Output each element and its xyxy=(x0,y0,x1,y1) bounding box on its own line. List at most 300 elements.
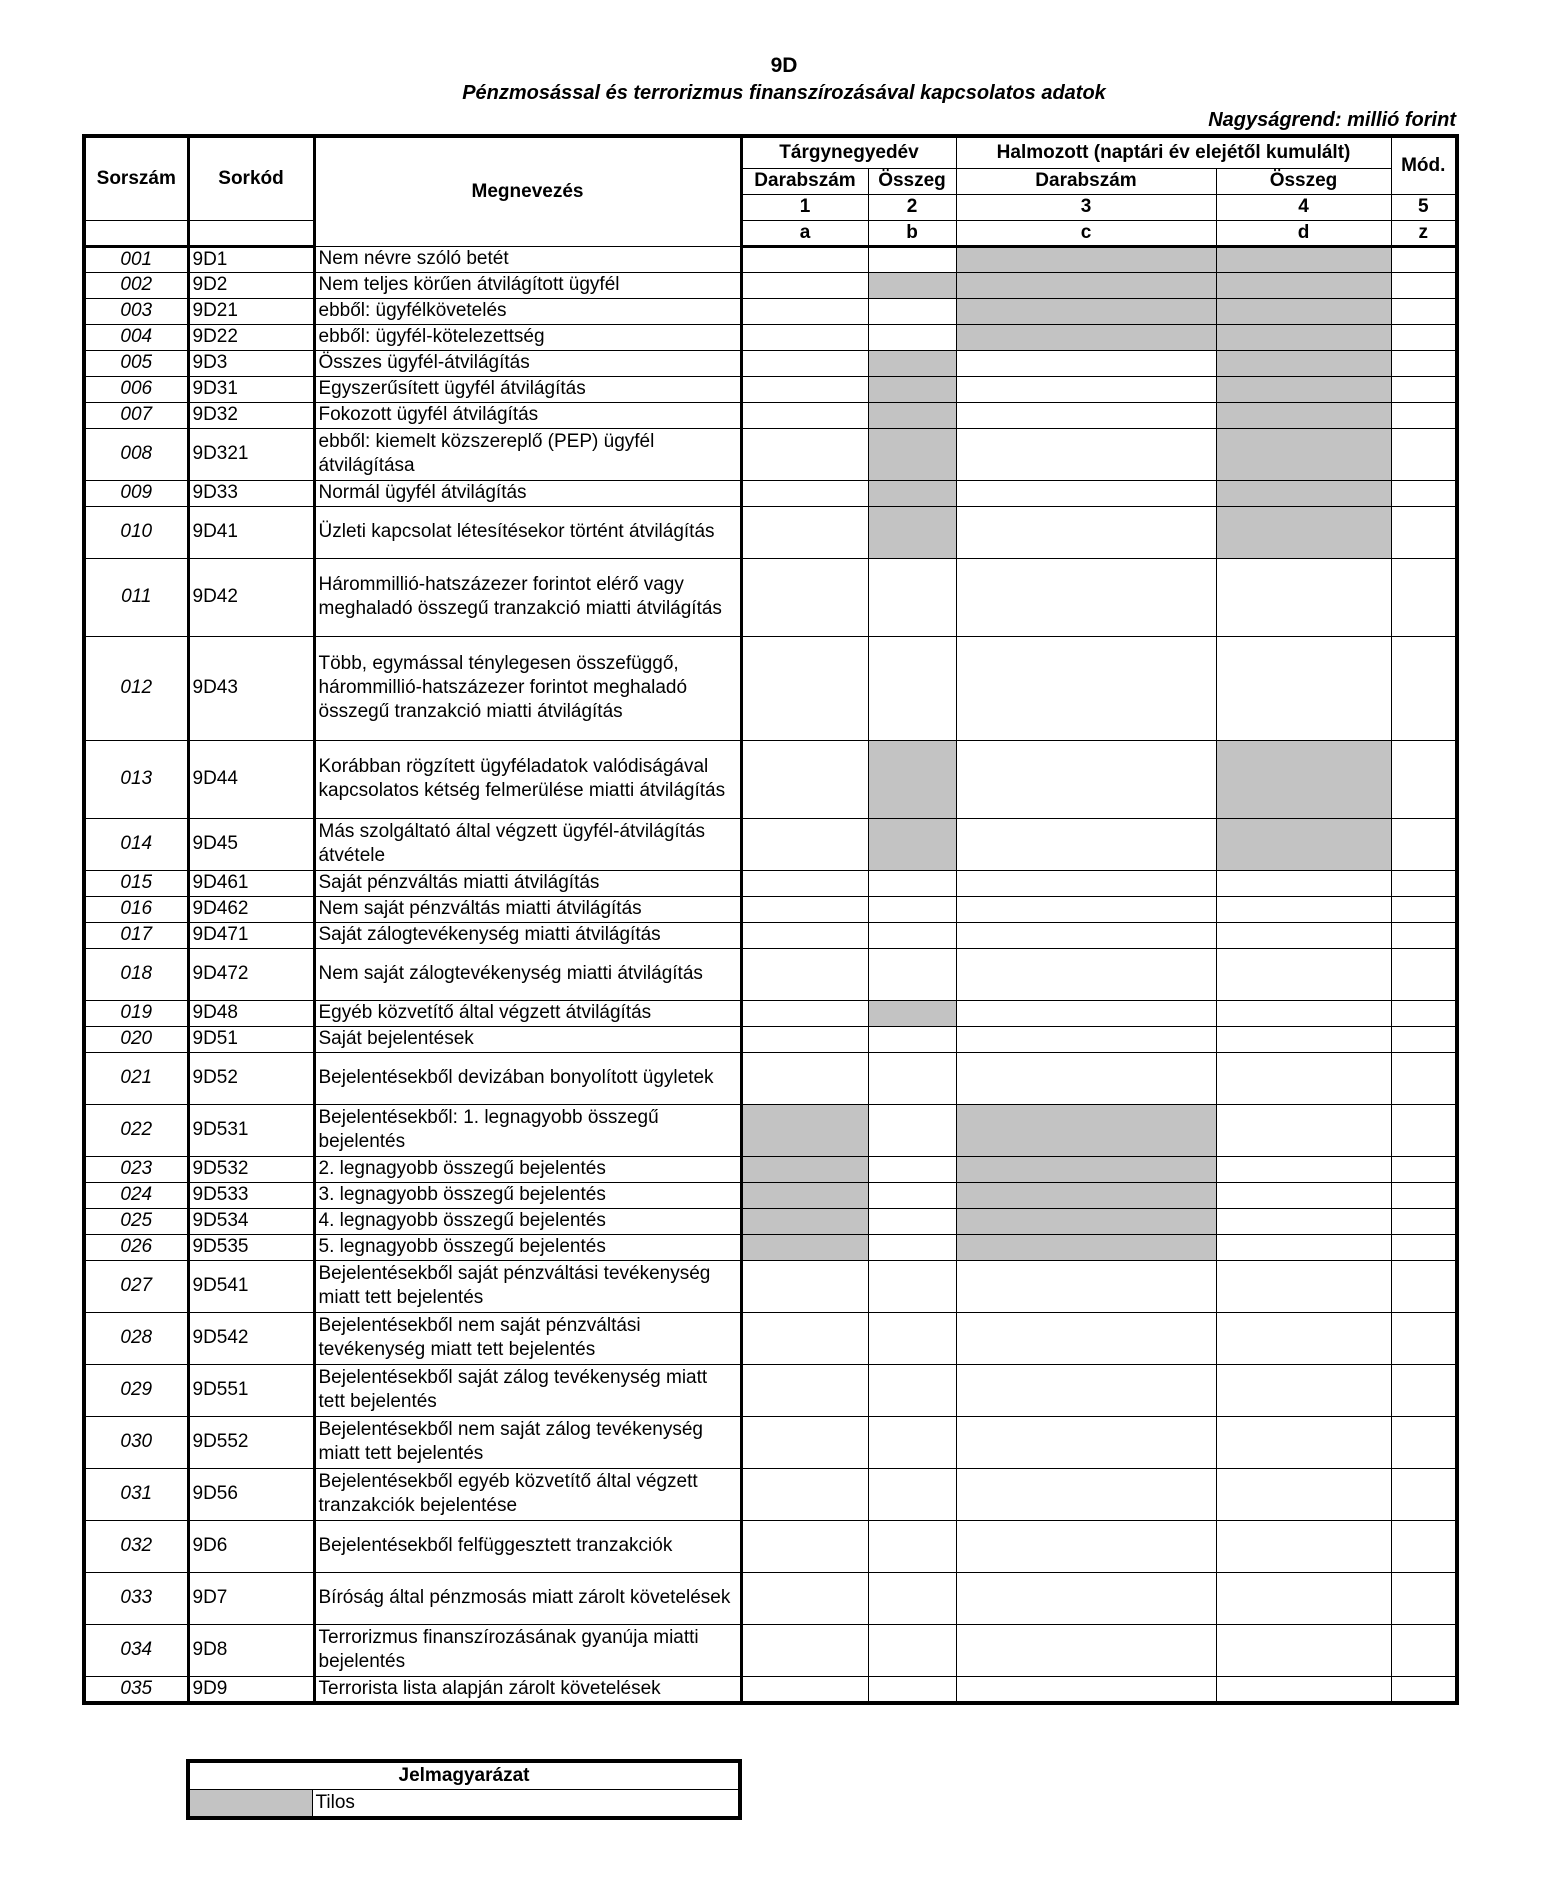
cell-darabszam-q[interactable] xyxy=(741,1676,868,1703)
cell-osszeg-q[interactable] xyxy=(868,1364,956,1416)
cell-darabszam-q[interactable] xyxy=(741,1416,868,1468)
cell-osszeg-q[interactable] xyxy=(868,558,956,636)
cell-osszeg-q[interactable] xyxy=(868,1572,956,1624)
cell-darabszam-cum[interactable] xyxy=(956,870,1216,896)
cell-darabszam-q[interactable] xyxy=(741,1026,868,1052)
cell-mod[interactable] xyxy=(1391,506,1457,558)
header-targynegyedev: Tárgynegyedév xyxy=(741,136,956,168)
cell-mod[interactable] xyxy=(1391,1364,1457,1416)
row-number: 003 xyxy=(84,298,188,324)
cell-osszeg-cum[interactable] xyxy=(1216,948,1391,1000)
cell-darabszam-q[interactable] xyxy=(741,480,868,506)
form-code: 9D xyxy=(770,54,798,77)
cell-mod[interactable] xyxy=(1391,922,1457,948)
row-name: Saját pénzváltás miatti átvilágítás xyxy=(314,870,741,896)
table-row xyxy=(84,428,1457,480)
table-row xyxy=(84,740,1457,818)
table-row xyxy=(84,1572,1457,1624)
row-number: 019 xyxy=(84,1000,188,1026)
row-code: 9D22 xyxy=(188,324,314,350)
cell-darabszam-cum[interactable] xyxy=(956,350,1216,376)
row-number: 009 xyxy=(84,480,188,506)
cell-mod[interactable] xyxy=(1391,636,1457,740)
cell-darabszam-cum[interactable] xyxy=(956,1364,1216,1416)
row-code: 9D32 xyxy=(188,402,314,428)
row-name: Hárommillió-hatszázezer forintot elérő vagy meghaladó összegű tranzakció miatti átvilágítás xyxy=(314,558,741,636)
cell-darabszam-q[interactable] xyxy=(741,298,868,324)
cell-darabszam-q[interactable] xyxy=(741,376,868,402)
row-code: 9D21 xyxy=(188,298,314,324)
cell-darabszam-cum[interactable] xyxy=(956,1624,1216,1676)
row-name: Más szolgáltató által végzett ügyfél-átvilágítás átvétele xyxy=(314,818,741,870)
row-number: 030 xyxy=(84,1416,188,1468)
row-code: 9D472 xyxy=(188,948,314,1000)
cell-mod[interactable] xyxy=(1391,1000,1457,1026)
cell-darabszam-q[interactable] xyxy=(741,1520,868,1572)
header-osszeg-1: Összeg xyxy=(868,168,956,194)
table-row xyxy=(84,948,1457,1000)
cell-darabszam-q-forbidden xyxy=(741,1234,868,1260)
cell-mod[interactable] xyxy=(1391,1416,1457,1468)
data-table xyxy=(82,134,1459,1705)
cell-mod[interactable] xyxy=(1391,1468,1457,1520)
cell-osszeg-q[interactable] xyxy=(868,246,956,272)
row-name: Nem teljes körűen átvilágított ügyfél xyxy=(314,272,741,298)
table-row xyxy=(84,1416,1457,1468)
cell-mod[interactable] xyxy=(1391,376,1457,402)
row-code: 9D552 xyxy=(188,1416,314,1468)
row-name: ebből: kiemelt közszereplő (PEP) ügyfél átvilágítása xyxy=(314,428,741,480)
cell-mod[interactable] xyxy=(1391,1234,1457,1260)
legend-title: Jelmagyarázat xyxy=(188,1761,740,1790)
cell-darabszam-q[interactable] xyxy=(741,272,868,298)
cell-osszeg-q[interactable] xyxy=(868,324,956,350)
cell-mod[interactable] xyxy=(1391,1312,1457,1364)
cell-darabszam-cum[interactable] xyxy=(956,428,1216,480)
cell-darabszam-q[interactable] xyxy=(741,1572,868,1624)
cell-darabszam-q[interactable] xyxy=(741,1624,868,1676)
cell-osszeg-cum[interactable] xyxy=(1216,558,1391,636)
cell-darabszam-cum[interactable] xyxy=(956,636,1216,740)
row-number: 016 xyxy=(84,896,188,922)
row-code: 9D462 xyxy=(188,896,314,922)
row-code: 9D3 xyxy=(188,350,314,376)
cell-darabszam-q[interactable] xyxy=(741,246,868,272)
row-number: 029 xyxy=(84,1364,188,1416)
cell-osszeg-cum-forbidden xyxy=(1216,376,1391,402)
row-code: 9D321 xyxy=(188,428,314,480)
cell-mod[interactable] xyxy=(1391,1156,1457,1182)
cell-darabszam-cum[interactable] xyxy=(956,896,1216,922)
table-row xyxy=(84,1468,1457,1520)
cell-darabszam-q[interactable] xyxy=(741,1312,868,1364)
cell-osszeg-q[interactable] xyxy=(868,1234,956,1260)
cell-osszeg-cum-forbidden xyxy=(1216,402,1391,428)
cell-darabszam-q[interactable] xyxy=(741,1000,868,1026)
row-number: 020 xyxy=(84,1026,188,1052)
row-number: 017 xyxy=(84,922,188,948)
cell-darabszam-q[interactable] xyxy=(741,558,868,636)
cell-mod[interactable] xyxy=(1391,324,1457,350)
cell-darabszam-cum[interactable] xyxy=(956,740,1216,818)
row-name: ebből: ügyfél-kötelezettség xyxy=(314,324,741,350)
cell-osszeg-q[interactable] xyxy=(868,1156,956,1182)
row-number: 025 xyxy=(84,1208,188,1234)
row-name: Korábban rögzített ügyféladatok valódiságával kapcsolatos kétség felmerülése miatti átvilágítás xyxy=(314,740,741,818)
cell-darabszam-cum-forbidden xyxy=(956,298,1216,324)
cell-mod[interactable] xyxy=(1391,272,1457,298)
col-number: 3 xyxy=(956,194,1216,220)
cell-darabszam-q[interactable] xyxy=(741,740,868,818)
row-number: 011 xyxy=(84,558,188,636)
col-number: 5 xyxy=(1391,194,1457,220)
cell-darabszam-cum[interactable] xyxy=(956,1468,1216,1520)
cell-osszeg-cum[interactable] xyxy=(1216,1104,1391,1156)
cell-osszeg-cum[interactable] xyxy=(1216,1312,1391,1364)
row-number: 005 xyxy=(84,350,188,376)
cell-darabszam-q[interactable] xyxy=(741,1364,868,1416)
cell-darabszam-cum[interactable] xyxy=(956,506,1216,558)
row-code: 9D8 xyxy=(188,1624,314,1676)
table-row xyxy=(84,246,1457,272)
cell-darabszam-cum[interactable] xyxy=(956,922,1216,948)
row-code: 9D2 xyxy=(188,272,314,298)
table-row xyxy=(84,1624,1457,1676)
cell-darabszam-cum[interactable] xyxy=(956,558,1216,636)
cell-darabszam-cum-forbidden xyxy=(956,246,1216,272)
row-name: Normál ügyfél átvilágítás xyxy=(314,480,741,506)
cell-osszeg-q-forbidden xyxy=(868,1000,956,1026)
cell-osszeg-q[interactable] xyxy=(868,1208,956,1234)
row-number: 001 xyxy=(84,246,188,272)
cell-darabszam-cum[interactable] xyxy=(956,1572,1216,1624)
cell-darabszam-cum[interactable] xyxy=(956,376,1216,402)
cell-darabszam-q-forbidden xyxy=(741,1104,868,1156)
cell-mod[interactable] xyxy=(1391,1572,1457,1624)
row-number: 012 xyxy=(84,636,188,740)
table-row xyxy=(84,350,1457,376)
col-number: 4 xyxy=(1216,194,1391,220)
row-name: Nem névre szóló betét xyxy=(314,246,741,272)
cell-osszeg-q-forbidden xyxy=(868,272,956,298)
table-row xyxy=(84,1208,1457,1234)
cell-darabszam-q[interactable] xyxy=(741,324,868,350)
legend-item-label: Tilos xyxy=(312,1790,740,1819)
cell-mod[interactable] xyxy=(1391,1208,1457,1234)
cell-osszeg-q[interactable] xyxy=(868,1182,956,1208)
cell-osszeg-cum[interactable] xyxy=(1216,1520,1391,1572)
row-code: 9D45 xyxy=(188,818,314,870)
cell-darabszam-cum[interactable] xyxy=(956,1416,1216,1468)
cell-osszeg-q[interactable] xyxy=(868,1624,956,1676)
cell-darabszam-q[interactable] xyxy=(741,428,868,480)
cell-osszeg-q[interactable] xyxy=(868,1520,956,1572)
cell-osszeg-cum[interactable] xyxy=(1216,1572,1391,1624)
row-code: 9D535 xyxy=(188,1234,314,1260)
cell-osszeg-q[interactable] xyxy=(868,948,956,1000)
cell-osszeg-cum[interactable] xyxy=(1216,1364,1391,1416)
cell-osszeg-cum[interactable] xyxy=(1216,922,1391,948)
cell-darabszam-cum[interactable] xyxy=(956,1520,1216,1572)
header-blank xyxy=(188,220,314,246)
row-code: 9D33 xyxy=(188,480,314,506)
row-name: Bejelentésekből nem saját zálog tevékenység miatt tett bejelentés xyxy=(314,1416,741,1468)
cell-osszeg-cum[interactable] xyxy=(1216,1182,1391,1208)
table-row xyxy=(84,1104,1457,1156)
cell-darabszam-q[interactable] xyxy=(741,506,868,558)
row-number: 014 xyxy=(84,818,188,870)
row-number: 004 xyxy=(84,324,188,350)
row-name: 5. legnagyobb összegű bejelentés xyxy=(314,1234,741,1260)
cell-osszeg-q[interactable] xyxy=(868,922,956,948)
cell-darabszam-q-forbidden xyxy=(741,1156,868,1182)
cell-osszeg-cum-forbidden xyxy=(1216,480,1391,506)
cell-darabszam-q[interactable] xyxy=(741,636,868,740)
row-name: Saját bejelentések xyxy=(314,1026,741,1052)
cell-osszeg-q[interactable] xyxy=(868,1052,956,1104)
cell-mod[interactable] xyxy=(1391,480,1457,506)
row-number: 008 xyxy=(84,428,188,480)
cell-osszeg-cum[interactable] xyxy=(1216,1624,1391,1676)
row-name: ebből: ügyfélkövetelés xyxy=(314,298,741,324)
row-number: 022 xyxy=(84,1104,188,1156)
table-row xyxy=(84,1260,1457,1312)
cell-mod[interactable] xyxy=(1391,1052,1457,1104)
cell-darabszam-q[interactable] xyxy=(741,1052,868,1104)
header-blank xyxy=(84,220,188,246)
row-number: 024 xyxy=(84,1182,188,1208)
cell-mod[interactable] xyxy=(1391,1260,1457,1312)
cell-mod[interactable] xyxy=(1391,402,1457,428)
row-number: 018 xyxy=(84,948,188,1000)
row-code: 9D6 xyxy=(188,1520,314,1572)
cell-darabszam-cum[interactable] xyxy=(956,1676,1216,1703)
row-code: 9D31 xyxy=(188,376,314,402)
unit-label: Nagyságrend: millió forint xyxy=(1208,109,1456,131)
cell-osszeg-q[interactable] xyxy=(868,636,956,740)
row-number: 035 xyxy=(84,1676,188,1703)
table-row xyxy=(84,272,1457,298)
cell-darabszam-q[interactable] xyxy=(741,896,868,922)
row-number: 027 xyxy=(84,1260,188,1312)
cell-osszeg-q[interactable] xyxy=(868,1312,956,1364)
row-name: Bejelentésekből felfüggesztett tranzakciók xyxy=(314,1520,741,1572)
table-row xyxy=(84,1520,1457,1572)
row-code: 9D43 xyxy=(188,636,314,740)
cell-osszeg-q[interactable] xyxy=(868,1260,956,1312)
cell-osszeg-cum[interactable] xyxy=(1216,1052,1391,1104)
col-number: 2 xyxy=(868,194,956,220)
legend xyxy=(186,1759,742,1820)
row-name: Bejelentésekből: 1. legnagyobb összegű bejelentés xyxy=(314,1104,741,1156)
row-code: 9D9 xyxy=(188,1676,314,1703)
cell-mod[interactable] xyxy=(1391,246,1457,272)
row-code: 9D534 xyxy=(188,1208,314,1234)
cell-osszeg-q[interactable] xyxy=(868,896,956,922)
cell-osszeg-q[interactable] xyxy=(868,1468,956,1520)
cell-osszeg-q[interactable] xyxy=(868,1416,956,1468)
row-code: 9D56 xyxy=(188,1468,314,1520)
cell-darabszam-cum[interactable] xyxy=(956,480,1216,506)
cell-mod[interactable] xyxy=(1391,1182,1457,1208)
cell-darabszam-q[interactable] xyxy=(741,870,868,896)
cell-osszeg-cum-forbidden xyxy=(1216,246,1391,272)
row-code: 9D533 xyxy=(188,1182,314,1208)
cell-mod[interactable] xyxy=(1391,818,1457,870)
header-sorkod: Sorkód xyxy=(188,136,314,220)
cell-osszeg-q-forbidden xyxy=(868,376,956,402)
cell-osszeg-cum[interactable] xyxy=(1216,1260,1391,1312)
table-row xyxy=(84,480,1457,506)
row-number: 026 xyxy=(84,1234,188,1260)
row-number: 032 xyxy=(84,1520,188,1572)
cell-darabszam-q[interactable] xyxy=(741,1468,868,1520)
cell-osszeg-q-forbidden xyxy=(868,428,956,480)
cell-osszeg-cum-forbidden xyxy=(1216,818,1391,870)
row-number: 006 xyxy=(84,376,188,402)
cell-osszeg-cum[interactable] xyxy=(1216,1156,1391,1182)
cell-osszeg-q[interactable] xyxy=(868,298,956,324)
cell-darabszam-q[interactable] xyxy=(741,402,868,428)
cell-osszeg-cum-forbidden xyxy=(1216,740,1391,818)
cell-osszeg-cum[interactable] xyxy=(1216,870,1391,896)
cell-osszeg-q-forbidden xyxy=(868,480,956,506)
table-row xyxy=(84,1000,1457,1026)
cell-darabszam-cum[interactable] xyxy=(956,948,1216,1000)
row-name: Bejelentésekből nem saját pénzváltási tevékenység miatt tett bejelentés xyxy=(314,1312,741,1364)
row-name: Több, egymással ténylegesen összefüggő, hárommillió-hatszázezer forintot meghaladó összegű tranzakció miatti átvilágítás xyxy=(314,636,741,740)
cell-osszeg-cum[interactable] xyxy=(1216,1000,1391,1026)
cell-mod[interactable] xyxy=(1391,298,1457,324)
row-number: 033 xyxy=(84,1572,188,1624)
cell-darabszam-q[interactable] xyxy=(741,1260,868,1312)
header-osszeg-2: Összeg xyxy=(1216,168,1391,194)
row-name: 3. legnagyobb összegű bejelentés xyxy=(314,1182,741,1208)
cell-mod[interactable] xyxy=(1391,1520,1457,1572)
cell-darabszam-q[interactable] xyxy=(741,350,868,376)
cell-darabszam-cum[interactable] xyxy=(956,1260,1216,1312)
row-number: 021 xyxy=(84,1052,188,1104)
cell-darabszam-cum[interactable] xyxy=(956,818,1216,870)
row-code: 9D51 xyxy=(188,1026,314,1052)
row-number: 031 xyxy=(84,1468,188,1520)
cell-osszeg-cum[interactable] xyxy=(1216,1234,1391,1260)
cell-osszeg-q[interactable] xyxy=(868,870,956,896)
cell-darabszam-q[interactable] xyxy=(741,818,868,870)
cell-mod[interactable] xyxy=(1391,740,1457,818)
cell-mod[interactable] xyxy=(1391,350,1457,376)
cell-osszeg-cum[interactable] xyxy=(1216,1676,1391,1703)
row-number: 013 xyxy=(84,740,188,818)
cell-osszeg-q[interactable] xyxy=(868,1104,956,1156)
form-subtitle: Pénzmosással és terrorizmus finanszírozásával kapcsolatos adatok xyxy=(462,82,1106,104)
cell-osszeg-q-forbidden xyxy=(868,506,956,558)
row-number: 010 xyxy=(84,506,188,558)
cell-mod[interactable] xyxy=(1391,1624,1457,1676)
cell-mod[interactable] xyxy=(1391,896,1457,922)
table-row xyxy=(84,870,1457,896)
cell-mod[interactable] xyxy=(1391,1104,1457,1156)
row-name: Bejelentésekből devizában bonyolított ügyletek xyxy=(314,1052,741,1104)
cell-osszeg-q[interactable] xyxy=(868,1026,956,1052)
cell-mod[interactable] xyxy=(1391,558,1457,636)
cell-darabszam-cum[interactable] xyxy=(956,1000,1216,1026)
cell-mod[interactable] xyxy=(1391,1676,1457,1703)
cell-darabszam-cum-forbidden xyxy=(956,1234,1216,1260)
cell-osszeg-q-forbidden xyxy=(868,350,956,376)
table-row xyxy=(84,558,1457,636)
header-darabszam-1: Darabszám xyxy=(741,168,868,194)
col-letter: a xyxy=(741,220,868,246)
header-halmozott: Halmozott (naptári év elejétől kumulált) xyxy=(956,136,1391,168)
row-name: Összes ügyfél-átvilágítás xyxy=(314,350,741,376)
cell-mod[interactable] xyxy=(1391,428,1457,480)
table-row xyxy=(84,376,1457,402)
cell-osszeg-cum[interactable] xyxy=(1216,1416,1391,1468)
row-name: Bejelentésekből saját pénzváltási tevékenység miatt tett bejelentés xyxy=(314,1260,741,1312)
table-row xyxy=(84,1052,1457,1104)
row-name: Egyéb közvetítő által végzett átvilágítás xyxy=(314,1000,741,1026)
cell-osszeg-q-forbidden xyxy=(868,402,956,428)
row-name: Terrorista lista alapján zárolt követelések xyxy=(314,1676,741,1703)
row-name: Nem saját pénzváltás miatti átvilágítás xyxy=(314,896,741,922)
cell-darabszam-cum[interactable] xyxy=(956,1026,1216,1052)
cell-osszeg-q-forbidden xyxy=(868,818,956,870)
cell-osszeg-cum[interactable] xyxy=(1216,1468,1391,1520)
cell-darabszam-cum[interactable] xyxy=(956,1052,1216,1104)
row-name: Bejelentésekből saját zálog tevékenység miatt tett bejelentés xyxy=(314,1364,741,1416)
cell-osszeg-q-forbidden xyxy=(868,740,956,818)
row-number: 002 xyxy=(84,272,188,298)
row-code: 9D7 xyxy=(188,1572,314,1624)
row-name: Fokozott ügyfél átvilágítás xyxy=(314,402,741,428)
row-number: 028 xyxy=(84,1312,188,1364)
cell-darabszam-cum-forbidden xyxy=(956,1156,1216,1182)
table-row xyxy=(84,636,1457,740)
col-letter: b xyxy=(868,220,956,246)
cell-darabszam-q[interactable] xyxy=(741,948,868,1000)
cell-osszeg-cum[interactable] xyxy=(1216,896,1391,922)
row-code: 9D52 xyxy=(188,1052,314,1104)
col-letter: d xyxy=(1216,220,1391,246)
cell-osszeg-cum[interactable] xyxy=(1216,636,1391,740)
cell-darabszam-cum-forbidden xyxy=(956,1104,1216,1156)
row-number: 007 xyxy=(84,402,188,428)
row-code: 9D542 xyxy=(188,1312,314,1364)
cell-darabszam-cum[interactable] xyxy=(956,1312,1216,1364)
table-row xyxy=(84,896,1457,922)
cell-darabszam-cum-forbidden xyxy=(956,272,1216,298)
row-code: 9D44 xyxy=(188,740,314,818)
row-name: Bíróság által pénzmosás miatt zárolt követelések xyxy=(314,1572,741,1624)
cell-mod[interactable] xyxy=(1391,948,1457,1000)
header-sorszam: Sorszám xyxy=(84,136,188,220)
table-row xyxy=(84,324,1457,350)
cell-darabszam-cum[interactable] xyxy=(956,402,1216,428)
cell-mod[interactable] xyxy=(1391,1026,1457,1052)
cell-darabszam-cum-forbidden xyxy=(956,1182,1216,1208)
table-row xyxy=(84,1676,1457,1703)
table-row xyxy=(84,922,1457,948)
table-row xyxy=(84,1026,1457,1052)
cell-darabszam-q[interactable] xyxy=(741,922,868,948)
cell-osszeg-cum[interactable] xyxy=(1216,1026,1391,1052)
table-row xyxy=(84,298,1457,324)
cell-osszeg-cum[interactable] xyxy=(1216,1208,1391,1234)
cell-mod[interactable] xyxy=(1391,870,1457,896)
cell-osszeg-q[interactable] xyxy=(868,1676,956,1703)
cell-osszeg-cum-forbidden xyxy=(1216,428,1391,480)
